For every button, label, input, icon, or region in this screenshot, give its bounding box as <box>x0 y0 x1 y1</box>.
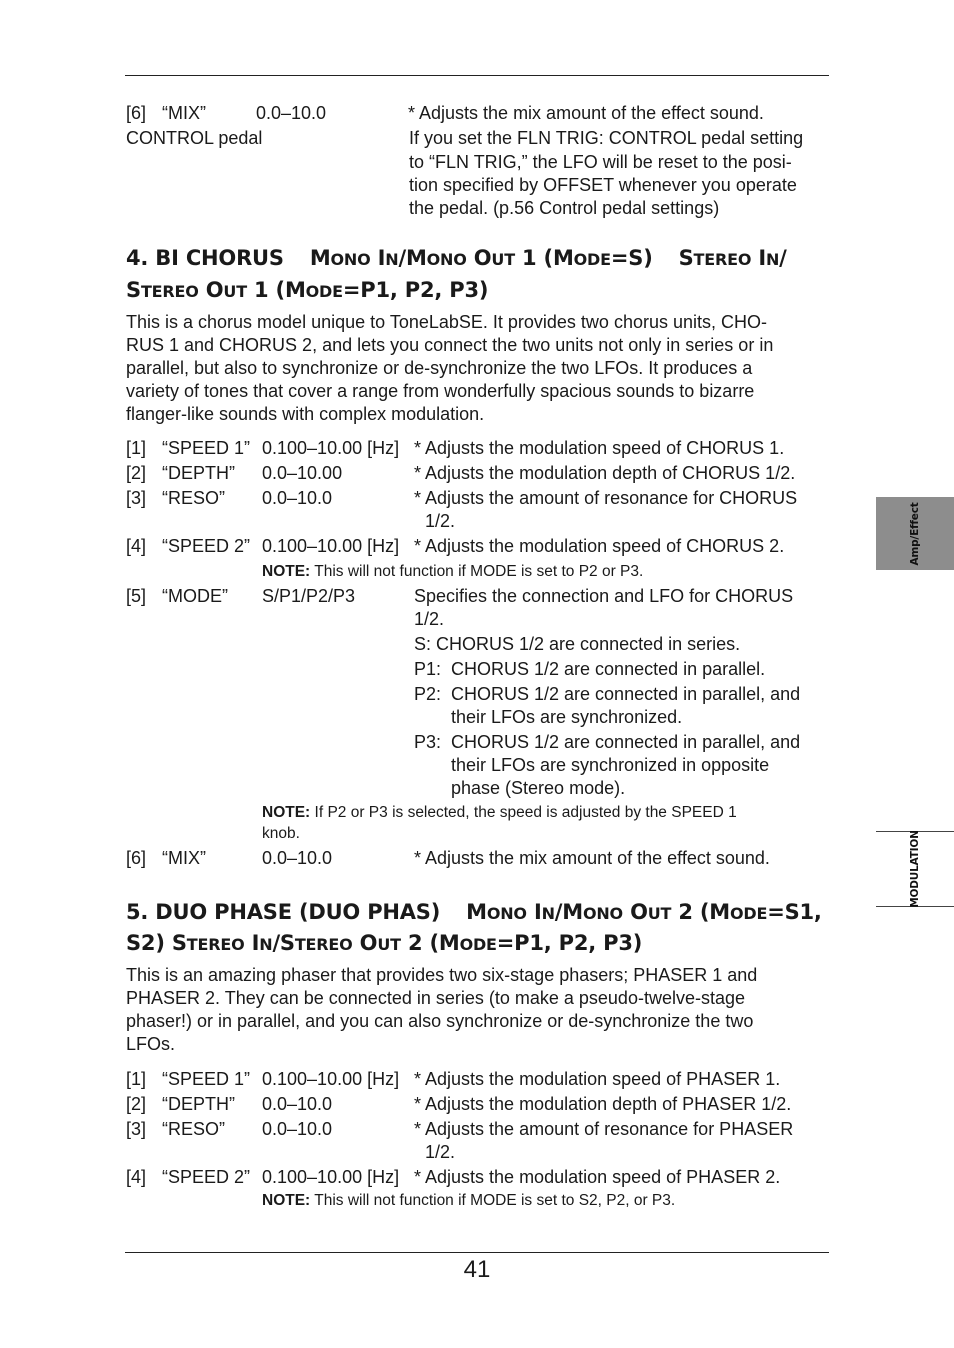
duo-phase-intro <box>126 964 831 1056</box>
mode-option-p3: their LFOs are synchronized in opposite <box>451 755 770 775</box>
page-number: 41 <box>463 1256 491 1283</box>
section-heading-bi-chorus: 4. BI CHORUS MONO IN/MONO OUT 1 (MODE=S) STEREO IN/ <box>126 246 787 270</box>
mode-option-p2: their LFOs are synchronized. <box>451 707 683 727</box>
reso-continuation: 1/2. <box>425 1142 456 1162</box>
intro-line: This is a chorus model unique to ToneLabSE. It provides two chorus units, CHO- <box>126 312 767 332</box>
intro-line: LFOs. <box>126 1034 176 1054</box>
bottom-rule <box>125 1252 829 1253</box>
param-row: [2] “DEPTH” 0.0–10.00 * Adjusts the modulation depth of CHORUS 1/2. <box>126 463 796 483</box>
intro-line: parallel, but also to synchronize or de-synchronize the two LFOs. It produces a <box>126 358 753 378</box>
control-pedal-line: to “FLN TRIG,” the LFO will be reset to the posi- <box>409 152 792 172</box>
note: NOTE: If P2 or P3 is selected, the speed is adjusted by the SPEED 1 <box>262 804 737 821</box>
reso-continuation: 1/2. <box>425 511 456 531</box>
param-row: [4] “SPEED 2” 0.100–10.00 [Hz] * Adjusts the modulation speed of CHORUS 2. <box>126 536 785 556</box>
control-pedal-line: the pedal. (p.56 Control pedal settings) <box>409 198 720 218</box>
mode-option-key: P2: <box>414 684 442 704</box>
bi-chorus-intro <box>126 311 831 426</box>
mode-option-p1: CHORUS 1/2 are connected in parallel. <box>451 659 766 679</box>
side-tab-label: Amp/Effect <box>909 501 921 566</box>
mode-option-key: P3: <box>414 732 442 752</box>
control-pedal-line: tion specified by OFFSET whenever you operate <box>409 175 797 195</box>
param-row: [2] “DEPTH” 0.0–10.0 * Adjusts the modulation depth of PHASER 1/2. <box>126 1094 792 1114</box>
intro-line: RUS 1 and CHORUS 2, and lets you connect the two units not only in series or in <box>126 335 774 355</box>
mode-option-p2: CHORUS 1/2 are connected in parallel, and <box>451 684 801 704</box>
control-pedal-line: If you set the FLN TRIG: CONTROL pedal setting <box>409 128 804 148</box>
intro-line: This is an amazing phaser that provides two six-stage phasers; PHASER 1 and <box>126 965 758 985</box>
intro-line: phaser!) or in parallel, and you can also synchronize or de-synchronize the two <box>126 1011 754 1031</box>
section-heading-duo-phase: 5. DUO PHASE (DUO PHAS) MONO IN/MONO OUT 2 (MODE=S1, <box>126 900 822 924</box>
top-param-name: “MIX” <box>162 103 206 123</box>
note: NOTE: This will not function if MODE is set to S2, P2, or P3. <box>262 1192 676 1209</box>
param-row: [5] “MODE” S/P1/P2/P3 Specifies the connection and LFO for CHORUS <box>126 586 794 606</box>
intro-line: flanger-like sounds with complex modulation. <box>126 404 485 424</box>
param-row: [3] “RESO” 0.0–10.0 * Adjusts the amount of resonance for PHASER <box>126 1119 794 1139</box>
top-param-desc: * Adjusts the mix amount of the effect sound. <box>408 103 764 123</box>
mode-option-p3: CHORUS 1/2 are connected in parallel, and <box>451 732 801 752</box>
mode-option-key: P1: <box>414 659 442 679</box>
param-row: [1] “SPEED 1” 0.100–10.00 [Hz] * Adjusts the modulation speed of PHASER 1. <box>126 1069 781 1089</box>
param-row: [3] “RESO” 0.0–10.0 * Adjusts the amount of resonance for CHORUS <box>126 488 798 508</box>
param-row: [6] “MIX” 0.0–10.0 * Adjusts the mix amount of the effect sound. <box>126 848 770 868</box>
top-param-num: [6] <box>126 103 147 123</box>
mode-continuation: 1/2. <box>414 609 445 629</box>
side-tab-label: MODULATION <box>909 830 921 908</box>
intro-line: variety of tones that cover a range from wonderfully spacious sounds to bizarre <box>126 381 755 401</box>
param-row: [4] “SPEED 2” 0.100–10.00 [Hz] * Adjusts the modulation speed of PHASER 2. <box>126 1167 781 1187</box>
section-heading-bi-chorus-line2: STEREO OUT 1 (MODE=P1, P2, P3) <box>126 278 489 302</box>
side-tab-amp-effect[interactable] <box>876 497 954 570</box>
mode-option-p3: phase (Stereo mode). <box>451 778 626 798</box>
intro-line: PHASER 2. They can be connected in series (to make a pseudo-twelve-stage <box>126 988 745 1008</box>
section-heading-duo-phase-line2: S2) STEREO IN/STEREO OUT 2 (MODE=P1, P2, P3) <box>126 931 643 955</box>
param-row: [1] “SPEED 1” 0.100–10.00 [Hz] * Adjusts the modulation speed of CHORUS 1. <box>126 438 785 458</box>
top-param-range: 0.0–10.0 <box>256 103 327 123</box>
mode-option-s: S: CHORUS 1/2 are connected in series. <box>414 634 741 654</box>
top-rule <box>125 75 829 76</box>
side-tab-modulation[interactable] <box>876 831 954 907</box>
control-pedal-label: CONTROL pedal <box>126 128 263 148</box>
note-continuation: knob. <box>262 825 300 842</box>
note: NOTE: This will not function if MODE is set to P2 or P3. <box>262 563 644 580</box>
